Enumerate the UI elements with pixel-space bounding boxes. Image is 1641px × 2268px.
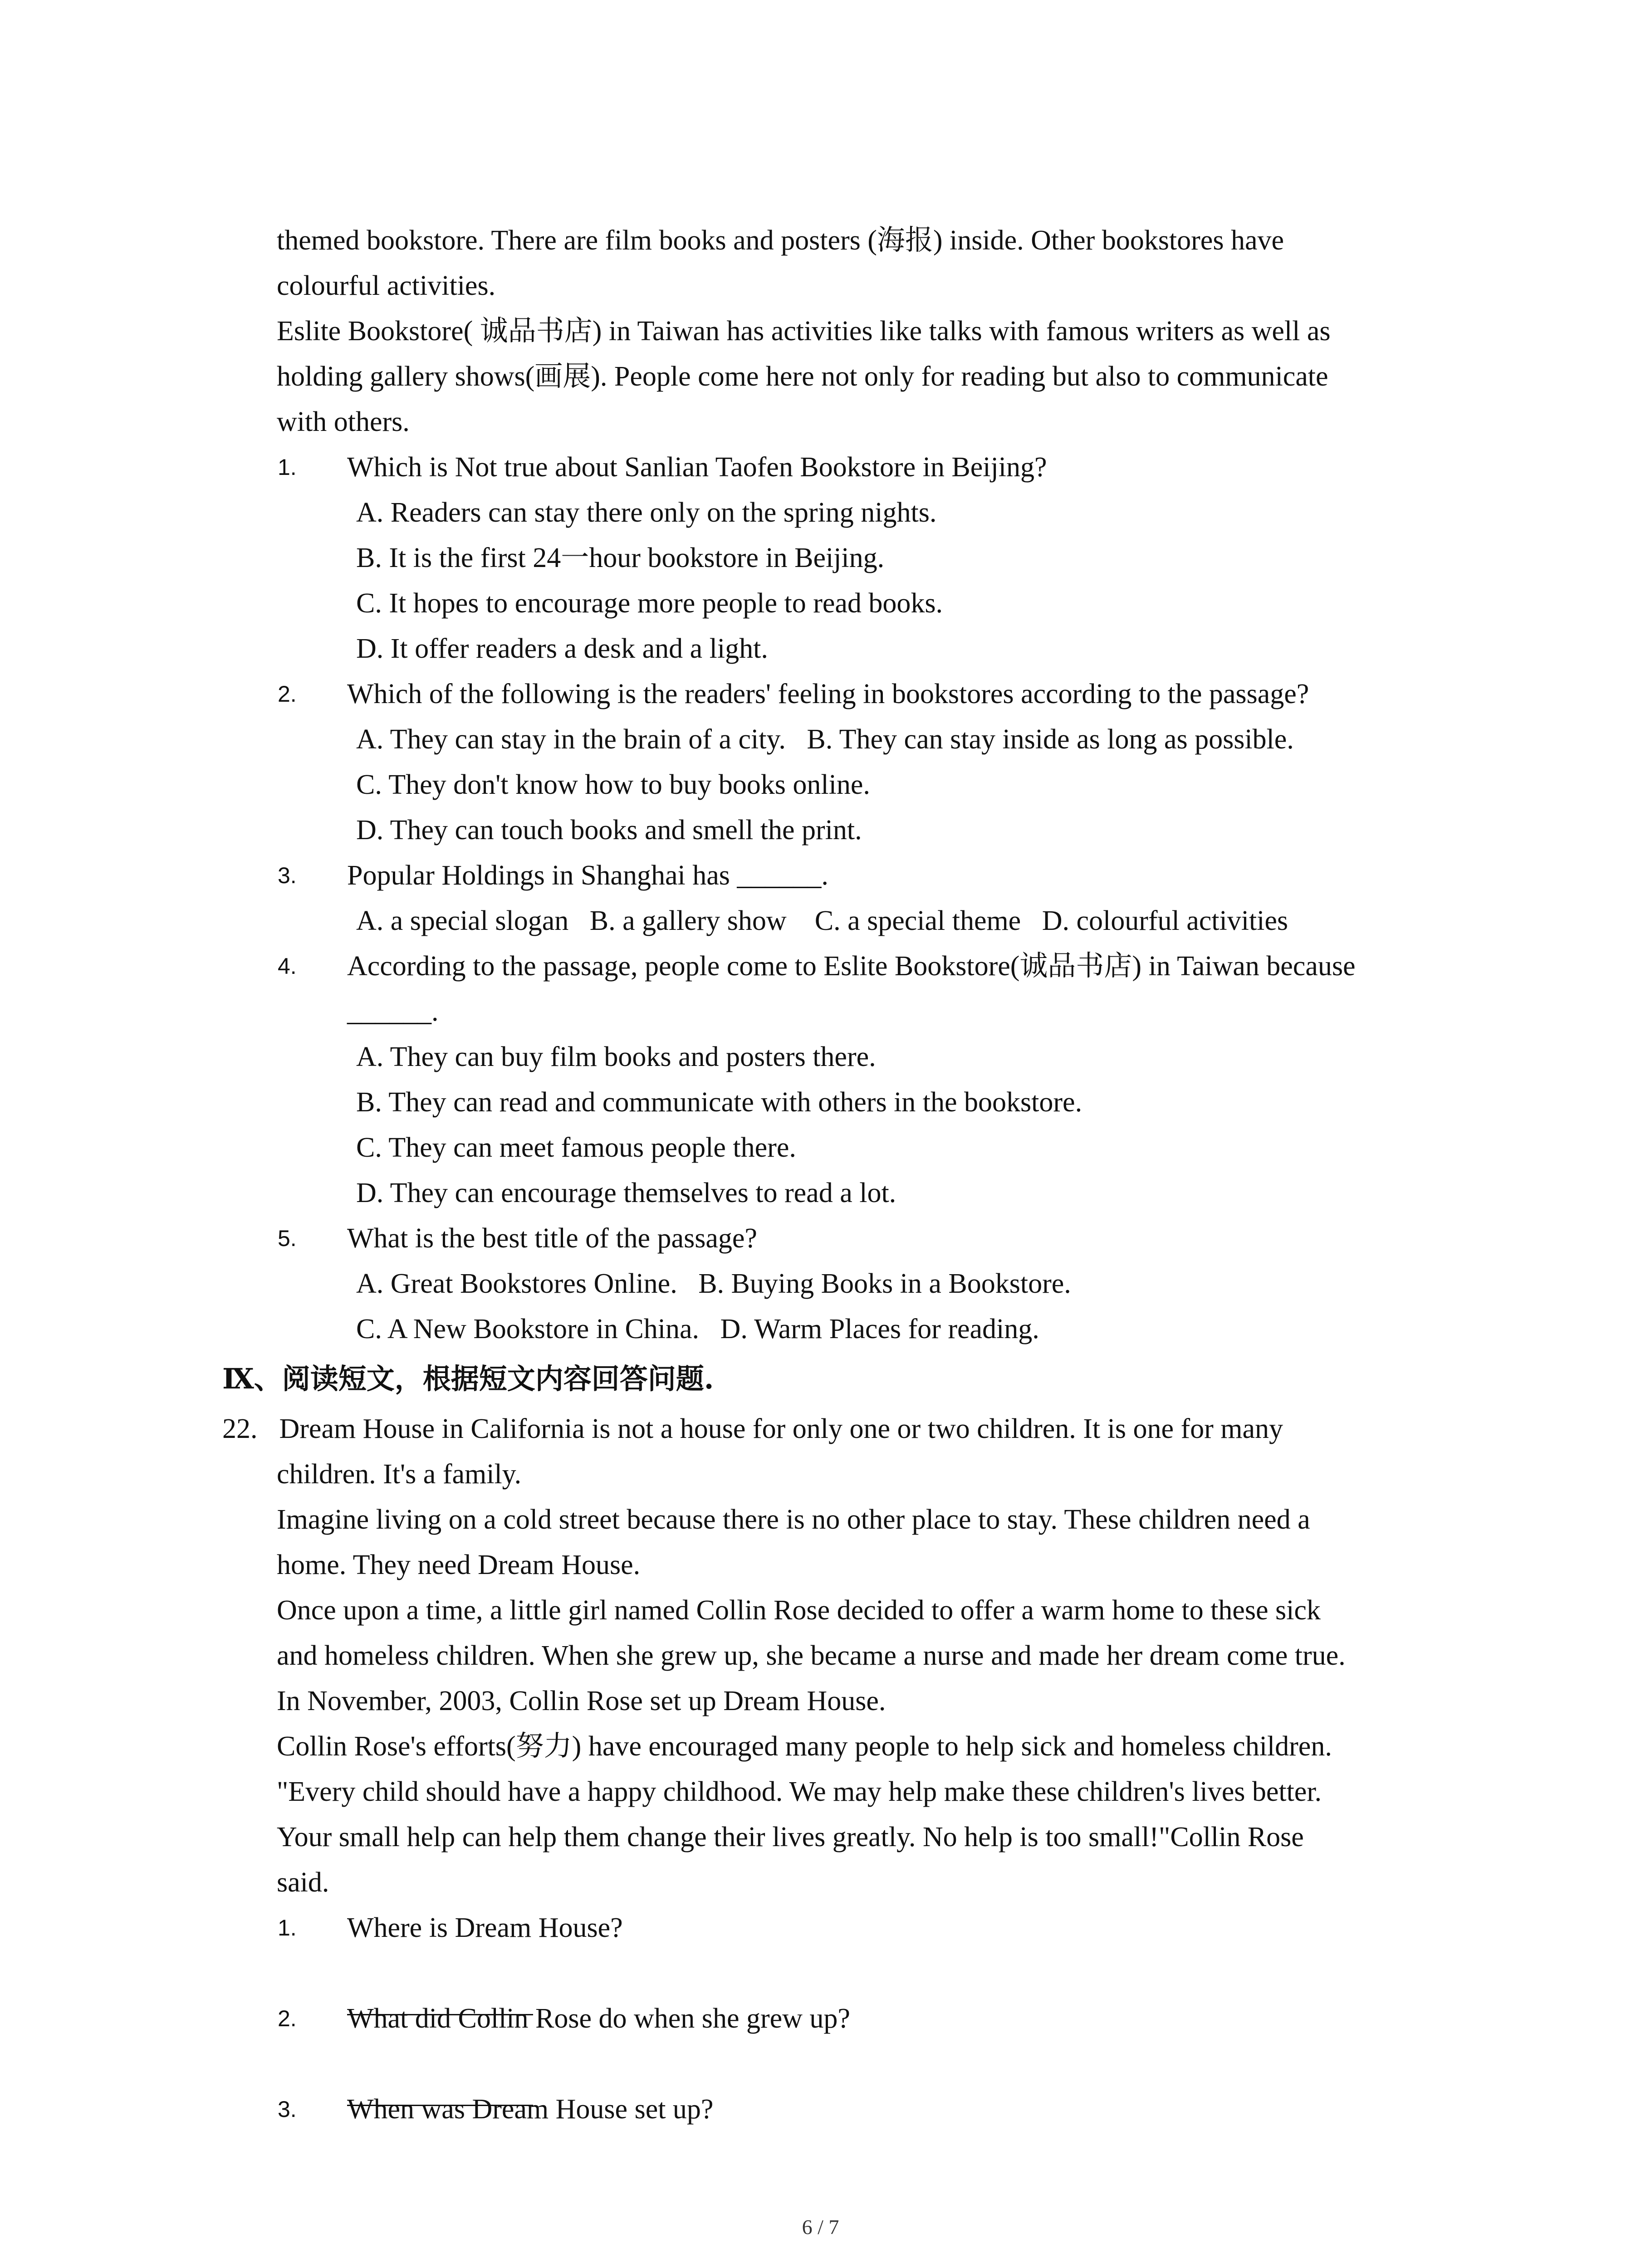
passage-line: and homeless children. When she grew up, she became a nurse and made her dream come true. xyxy=(277,1640,1346,1671)
page-indicator: 6 / 7 xyxy=(802,2215,839,2239)
answer-option: B. They can read and communicate with others in the bookstore. xyxy=(356,1087,1083,1118)
passage-line: Collin Rose's efforts(努力) have encouraged many people to help sick and homeless children. xyxy=(277,1731,1332,1762)
passage-line: home. They need Dream House. xyxy=(277,1549,641,1580)
answer-option: B. It is the first 24一hour bookstore in Beijing. xyxy=(356,543,885,573)
answer-option: A. Great Bookstores Online. B. Buying Books in a Bookstore. xyxy=(356,1268,1071,1299)
passage-line: holding gallery shows(画展). People come here not only for reading but also to communicate xyxy=(277,361,1328,392)
question-number: 3. xyxy=(278,863,297,888)
answer-option: C. They can meet famous people there. xyxy=(356,1132,796,1163)
question-text-continued: ______. xyxy=(347,996,439,1027)
question-number: 2. xyxy=(278,2006,297,2031)
question-text: What is the best title of the passage? xyxy=(347,1223,757,1254)
question-text: Where is Dream House? xyxy=(347,1912,623,1943)
question-text: According to the passage, people come to Eslite Bookstore(诚品书店) in Taiwan because xyxy=(347,951,1356,982)
passage-line: with others. xyxy=(277,406,410,437)
answer-option: C. A New Bookstore in China. D. Warm Places for reading. xyxy=(356,1314,1039,1344)
passage-line: Your small help can help them change their lives greatly. No help is too small!"Collin Rose xyxy=(277,1822,1304,1853)
passage-line: "Every child should have a happy childhood. We may help make these children's lives better. xyxy=(277,1776,1322,1807)
passage-line: themed bookstore. There are film books and posters (海报) inside. Other bookstores have xyxy=(277,225,1284,256)
passage-line: colourful activities. xyxy=(277,270,496,301)
answer-option: A. Readers can stay there only on the spring nights. xyxy=(356,497,937,528)
question-number: 4. xyxy=(278,953,297,979)
question-text: When was Dream House set up? xyxy=(347,2094,714,2125)
answer-option: D. They can encourage themselves to read a lot. xyxy=(356,1178,896,1208)
question-number: 2. xyxy=(278,681,297,707)
passage-line: Once upon a time, a little girl named Collin Rose decided to offer a warm home to these sick xyxy=(277,1595,1321,1626)
passage-line: Imagine living on a cold street because there is no other place to stay. These children need a xyxy=(277,1504,1310,1535)
section-heading: Ⅸ、阅读短文，根据短文内容回答问题. xyxy=(222,1362,714,1395)
passage-line: Dream House in California is not a house for only one or two children. It is one for many xyxy=(272,1413,1283,1444)
question-number: 3. xyxy=(278,2097,297,2122)
passage-line: In November, 2003, Collin Rose set up Dream House. xyxy=(277,1686,886,1716)
answer-option: A. They can buy film books and posters there. xyxy=(356,1041,876,1072)
answer-option: D. It offer readers a desk and a light. xyxy=(356,633,768,664)
answer-option: C. They don't know how to buy books online. xyxy=(356,769,870,800)
question-number: 1. xyxy=(278,1915,297,1941)
answer-option: C. It hopes to encourage more people to read books. xyxy=(356,588,943,619)
passage-line: said. xyxy=(277,1867,329,1898)
question-text: What did Collin Rose do when she grew up? xyxy=(347,2003,850,2034)
answer-option: A. a special slogan B. a gallery show C. a special theme D. colourful activities xyxy=(356,905,1288,936)
answer-option: D. They can touch books and smell the print. xyxy=(356,815,862,846)
passage-line: Eslite Bookstore( 诚品书店) in Taiwan has activities like talks with famous writers as well as xyxy=(277,316,1331,347)
question-text: Popular Holdings in Shanghai has ______. xyxy=(347,860,828,891)
question-text: Which of the following is the readers' feeling in bookstores according to the passage? xyxy=(347,679,1309,709)
question-text: Which is Not true about Sanlian Taofen Bookstore in Beijing? xyxy=(347,452,1047,483)
item-number: 22. xyxy=(222,1413,258,1444)
answer-option: A. They can stay in the brain of a city. B. They can stay inside as long as possible. xyxy=(356,724,1294,755)
passage-line: children. It's a family. xyxy=(277,1459,522,1490)
question-number: 1. xyxy=(278,455,297,480)
question-number: 5. xyxy=(278,1226,297,1251)
